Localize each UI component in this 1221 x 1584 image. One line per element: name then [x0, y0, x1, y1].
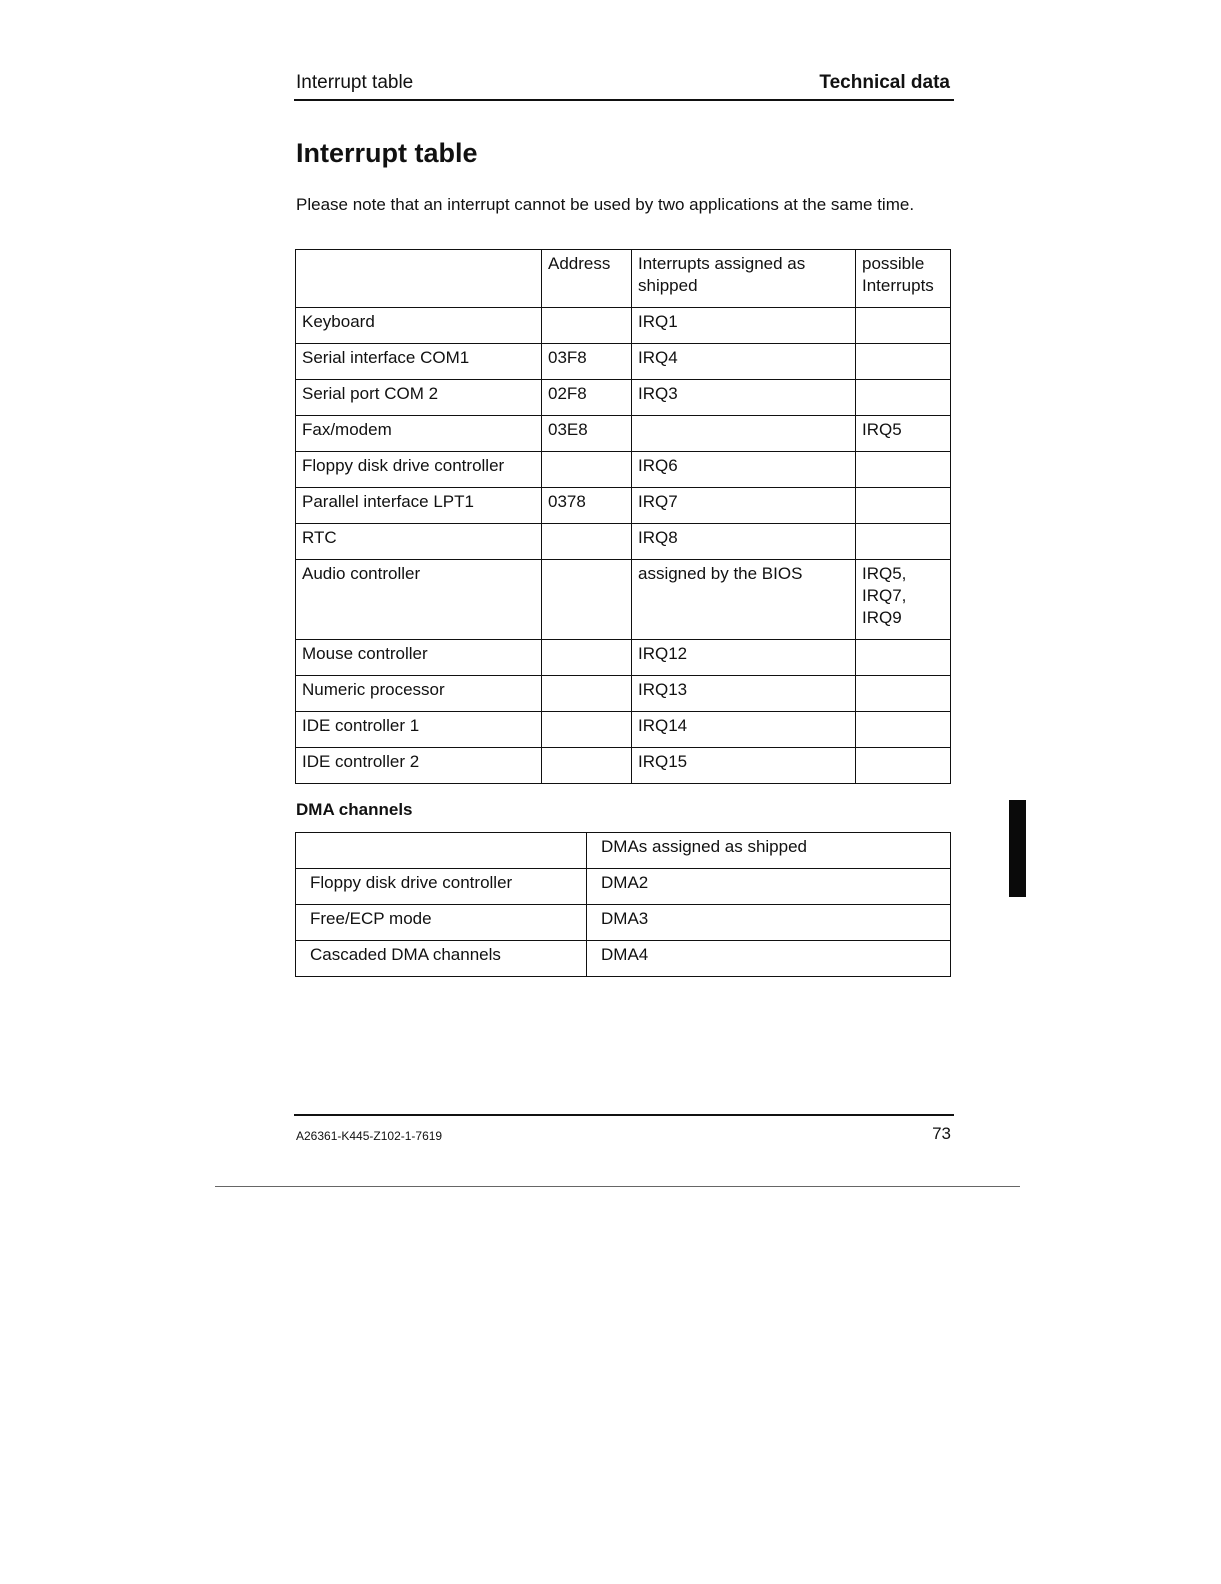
device-cell: Floppy disk drive controller: [296, 869, 587, 905]
possible-irq-cell: [856, 452, 951, 488]
dma-cell: DMA3: [587, 905, 951, 941]
table-row: [296, 380, 951, 416]
device-cell: Keyboard: [296, 308, 542, 344]
table-row: [296, 712, 951, 748]
chapter-thumb-tab: [1009, 800, 1026, 897]
possible-irq-cell: [856, 676, 951, 712]
possible-irq-cell: [856, 380, 951, 416]
address-cell: [542, 308, 632, 344]
header-rule: [294, 99, 954, 101]
page-number: 73: [932, 1124, 951, 1143]
device-cell: Serial interface COM1: [296, 344, 542, 380]
assigned-irq-cell: assigned by the BIOS: [632, 560, 856, 640]
table-header-row: [296, 250, 951, 308]
table-row: [296, 640, 951, 676]
address-cell: 03E8: [542, 416, 632, 452]
interrupt-table: [295, 249, 951, 784]
header-cell-address: Address: [542, 250, 632, 308]
device-cell: Fax/modem: [296, 416, 542, 452]
device-cell: IDE controller 1: [296, 712, 542, 748]
possible-irq-cell: [856, 308, 951, 344]
table-row: [296, 452, 951, 488]
page-title: Interrupt table: [296, 138, 478, 168]
possible-irq-cell: [856, 748, 951, 784]
running-header-chapter: Technical data: [819, 72, 950, 93]
address-cell: [542, 712, 632, 748]
assigned-irq-cell: IRQ3: [632, 380, 856, 416]
table-row: [296, 869, 951, 905]
footer-rule: [294, 1114, 954, 1116]
table-header-row: [296, 833, 951, 869]
document-number: A26361-K445-Z102-1-7619: [296, 1129, 443, 1143]
device-cell: Free/ECP mode: [296, 905, 587, 941]
possible-irq-cell: [856, 712, 951, 748]
assigned-irq-cell: IRQ14: [632, 712, 856, 748]
header-cell-assigned: Interrupts assigned as shipped: [632, 250, 856, 308]
table-row: [296, 941, 951, 977]
dma-section-title: DMA channels: [296, 800, 413, 819]
possible-irq-cell: [856, 488, 951, 524]
table-row: [296, 488, 951, 524]
device-cell: RTC: [296, 524, 542, 560]
dma-cell: DMA4: [587, 941, 951, 977]
possible-irq-cell: [856, 640, 951, 676]
table-row: [296, 676, 951, 712]
table-row: [296, 560, 951, 640]
address-cell: [542, 524, 632, 560]
possible-irq-cell: IRQ5: [856, 416, 951, 452]
possible-irq-cell: [856, 344, 951, 380]
address-cell: [542, 560, 632, 640]
assigned-irq-cell: IRQ6: [632, 452, 856, 488]
device-cell: Audio controller: [296, 560, 542, 640]
address-cell: [542, 640, 632, 676]
device-cell: Numeric processor: [296, 676, 542, 712]
header-cell-device: [296, 250, 542, 308]
possible-irq-cell: [856, 524, 951, 560]
address-cell: 0378: [542, 488, 632, 524]
running-header-section: Interrupt table: [296, 72, 414, 93]
device-cell: IDE controller 2: [296, 748, 542, 784]
table-row: [296, 905, 951, 941]
assigned-irq-cell: IRQ15: [632, 748, 856, 784]
device-cell: Floppy disk drive controller: [296, 452, 542, 488]
device-cell: Serial port COM 2: [296, 380, 542, 416]
dma-table: [295, 832, 951, 977]
assigned-irq-cell: IRQ8: [632, 524, 856, 560]
address-cell: [542, 676, 632, 712]
address-cell: 03F8: [542, 344, 632, 380]
assigned-irq-cell: IRQ4: [632, 344, 856, 380]
header-cell-possible: possible Interrupts: [856, 250, 951, 308]
header-cell-dma: DMAs assigned as shipped: [587, 833, 951, 869]
address-cell: 02F8: [542, 380, 632, 416]
address-cell: [542, 748, 632, 784]
scan-edge-line: [215, 1186, 1020, 1187]
address-cell: [542, 452, 632, 488]
table-row: [296, 524, 951, 560]
device-cell: Parallel interface LPT1: [296, 488, 542, 524]
table-row: [296, 308, 951, 344]
assigned-irq-cell: IRQ1: [632, 308, 856, 344]
device-cell: Cascaded DMA channels: [296, 941, 587, 977]
assigned-irq-cell: [632, 416, 856, 452]
assigned-irq-cell: IRQ7: [632, 488, 856, 524]
table-row: [296, 344, 951, 380]
intro-paragraph: Please note that an interrupt cannot be used by two applications at the same time.: [296, 195, 915, 214]
dma-cell: DMA2: [587, 869, 951, 905]
assigned-irq-cell: IRQ13: [632, 676, 856, 712]
table-row: [296, 416, 951, 452]
possible-irq-cell: IRQ5, IRQ7, IRQ9: [856, 560, 951, 640]
assigned-irq-cell: IRQ12: [632, 640, 856, 676]
table-row: [296, 748, 951, 784]
header-cell-device: [296, 833, 587, 869]
device-cell: Mouse controller: [296, 640, 542, 676]
